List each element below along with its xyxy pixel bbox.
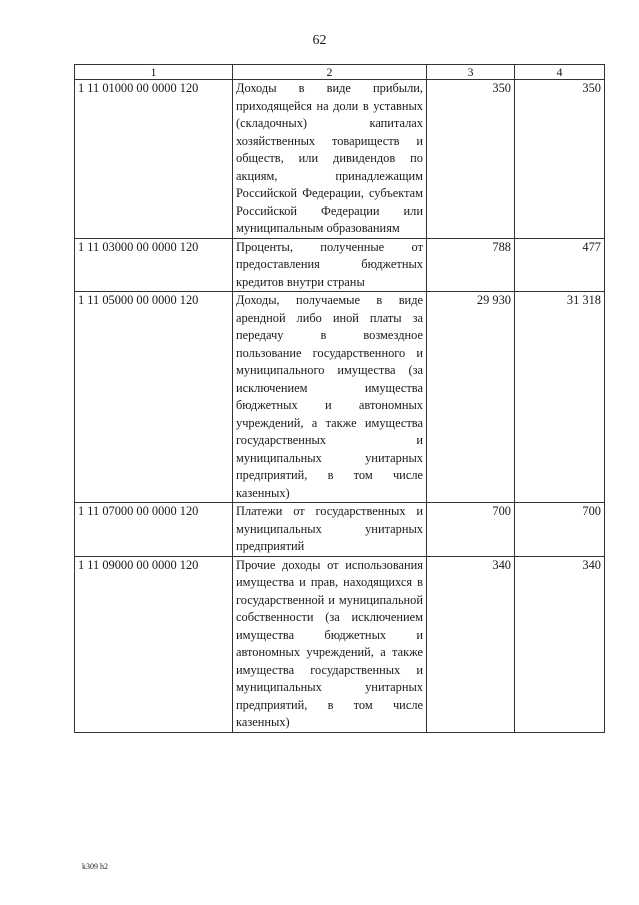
table-row <box>75 80 605 239</box>
description-cell: Проценты, полученные от предоставления бюджетных кредитов внутри страны <box>233 238 427 292</box>
description-cell: Платежи от государственных и муниципальных унитарных предприятий <box>233 503 427 557</box>
value-col3-cell: 788 <box>427 238 515 292</box>
value-col4-cell: 700 <box>515 503 605 557</box>
value-col3-cell: 340 <box>427 556 515 732</box>
value-col3-cell: 700 <box>427 503 515 557</box>
budget-code-cell: 1 11 01000 00 0000 120 <box>75 80 233 239</box>
budget-code-cell: 1 11 07000 00 0000 120 <box>75 503 233 557</box>
column-header-2: 2 <box>233 65 427 80</box>
value-col4-cell: 477 <box>515 238 605 292</box>
description-cell: Доходы в виде прибыли, приходящейся на доли в уставных (складочных) капиталах хозяйственных товариществ и обществ, или дивидендов по акциям, принадлежащим Российской Федерации, субъектам Российской Федерации или муниципальным образованиям <box>233 80 427 239</box>
budget-code-cell: 1 11 05000 00 0000 120 <box>75 292 233 503</box>
table-header-row <box>75 65 605 80</box>
value-col4-cell: 340 <box>515 556 605 732</box>
value-col3-cell: 350 <box>427 80 515 239</box>
page-number: 62 <box>312 33 327 48</box>
column-header-4: 4 <box>515 65 605 80</box>
value-col4-cell: 31 318 <box>515 292 605 503</box>
budget-code-cell: 1 11 03000 00 0000 120 <box>75 238 233 292</box>
value-col4-cell: 350 <box>515 80 605 239</box>
revenue-table <box>74 64 605 733</box>
column-header-3: 3 <box>427 65 515 80</box>
column-header-1: 1 <box>75 65 233 80</box>
document-footer-code: k309 h2 <box>82 862 108 871</box>
table-row <box>75 292 605 503</box>
description-cell: Прочие доходы от использования имущества и прав, находящихся в государственной и муниципальной собственности (за исключением имущества бюджетных и автономных учреждений, а также имущества государственных и муниципальных унитарных предприятий, в том числе казенных) <box>233 556 427 732</box>
table-row <box>75 238 605 292</box>
table-row <box>75 503 605 557</box>
table-row <box>75 556 605 732</box>
budget-code-cell: 1 11 09000 00 0000 120 <box>75 556 233 732</box>
value-col3-cell: 29 930 <box>427 292 515 503</box>
description-cell: Доходы, получаемые в виде арендной либо иной платы за передачу в возмездное пользование государственного и муниципального имущества (за исключением имущества бюджетных и автономных учреждений, а также имущества государственных и муниципальных унитарных предприятий, в том числе казенных) <box>233 292 427 503</box>
